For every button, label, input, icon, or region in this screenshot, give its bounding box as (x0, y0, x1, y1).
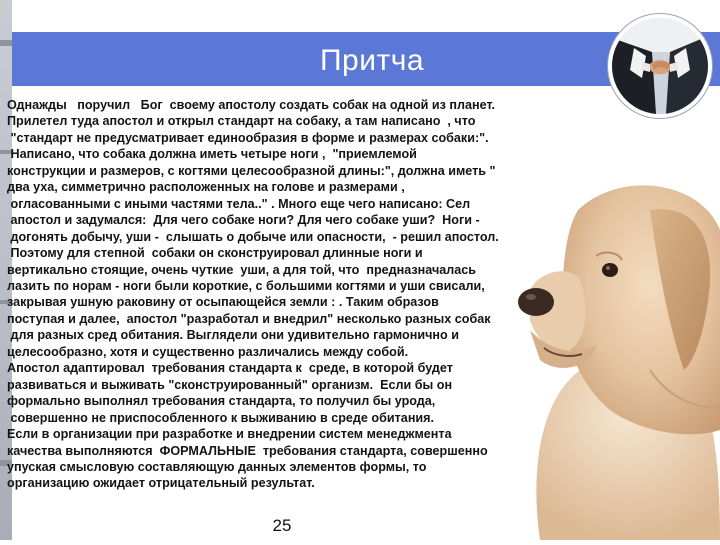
text-line: догонять добычу, уши - слышать о добыче или опасности, - решил апостол. (7, 229, 499, 244)
strip-mark (0, 40, 12, 46)
text-line: "стандарт не предусматривает единообразия в форме и размерах собаки:". (7, 130, 489, 145)
text-line: поступая и далее, апостол "разработал и внедрил" несколько разных собак (7, 311, 491, 326)
text-line: организацию ожидает отрицательный результат. (7, 476, 315, 491)
text-line: два уха, симметрично расположенных на голове и размерами , (7, 180, 405, 195)
text-line: вертикально стоящие, очень чуткие уши, а для той, что предназначалась (7, 262, 477, 277)
text-line: целесообразно, хотя и существенно различались между собой. (7, 344, 409, 359)
text-line: упуская смысловую составляющую данных элементов формы, то (7, 459, 427, 474)
text-line: апостол и задумался: Для чего собаке ноги? Для чего собаке уши? Ноги - (7, 213, 480, 228)
text-line: для разных сред обитания. Выглядели они удивительно гармонично и (7, 328, 459, 343)
handshake-photo (608, 14, 712, 118)
text-line: формально выполнял требования стандарта, то получил бы урода, (7, 394, 436, 409)
text-line: совершенно не приспособленного к выживанию в среде обитания. (7, 410, 435, 425)
parable-text (7, 97, 567, 492)
text-line: развиваться и выживать "сконструированный" организм. Если бы он (7, 377, 453, 392)
text-line: конструкции и размеров, с когтями целесообразной длины:", должна иметь " (7, 163, 496, 178)
text-line: Однажды поручил Бог своему апостолу создать собак на одной из планет. (7, 98, 496, 112)
text-line: огласованными с иными частями тела.." . Много еще чего написано: Сел (7, 196, 471, 211)
text-line: Поэтому для степной собаки он сконструировал длинные ноги и (7, 246, 423, 261)
text-line: закрывая ушную раковину от осыпающейся земли : . Таким образов (7, 295, 439, 310)
text-line: Если в организации при разработке и внедрении систем менеджмента (7, 427, 452, 442)
text-line: Апостол адаптировал требования стандарта к среде, в которой будет (7, 361, 453, 376)
text-line: Прилетел туда апостол и открыл стандарт на собаку, а там написано , что (7, 114, 476, 129)
text-line: лазить по норам - ноги были короткие, с большими когтями и уши свисали, (7, 278, 485, 293)
slide-title: Притча (319, 44, 425, 77)
text-line: Написано, что собака должна иметь четыре ноги , "приемлемой (7, 147, 417, 162)
handshake-icon (612, 18, 708, 114)
text-line: качества выполняются ФОРМАЛЬНЫЕ требования стандарта, совершенно (7, 443, 488, 458)
page-number: 25 (272, 516, 292, 535)
